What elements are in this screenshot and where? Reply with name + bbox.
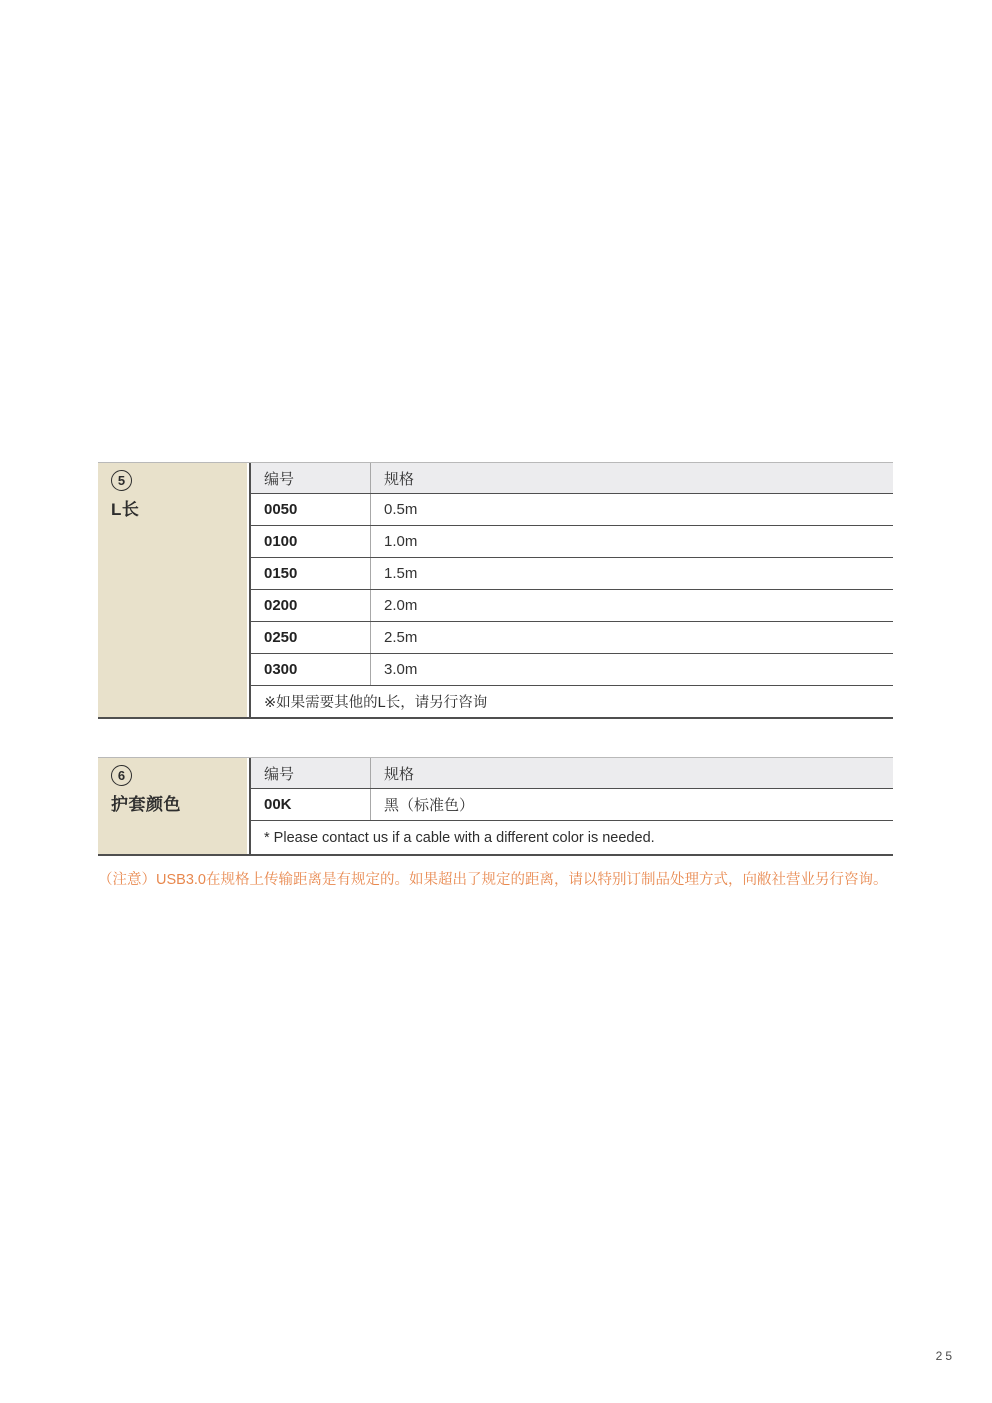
table-label-cell — [98, 463, 247, 717]
spec-cell: 3.0m — [384, 661, 418, 678]
table-body — [249, 758, 893, 854]
code-cell: 0100 — [251, 526, 371, 557]
spec-cell: 1.5m — [384, 565, 418, 582]
table-header-row — [251, 758, 893, 789]
page-number: 25 — [935, 1349, 955, 1363]
table-row — [251, 558, 893, 590]
table-label: L长 — [111, 500, 140, 519]
circled-number-5 — [111, 470, 132, 491]
code-cell: 0150 — [251, 558, 371, 589]
table-header-row — [251, 463, 893, 494]
table-row — [251, 789, 893, 821]
column-header-code: 编号 — [251, 758, 371, 788]
table-note: * Please contact us if a cable with a different color is needed. — [251, 821, 893, 854]
spec-cell: 1.0m — [384, 533, 418, 550]
circled-number-value: 5 — [117, 473, 126, 488]
spec-table-l-length — [98, 462, 893, 719]
code-cell: 0300 — [251, 654, 371, 685]
table-rows — [251, 494, 893, 686]
code-cell: 0200 — [251, 590, 371, 621]
code-cell: 0250 — [251, 622, 371, 653]
spec-table-sheath-color — [98, 757, 893, 856]
code-cell: 00K — [251, 789, 371, 820]
table-label-cell — [98, 758, 247, 854]
table-row — [251, 622, 893, 654]
spec-cell: 黑（标准色） — [384, 797, 475, 814]
table-row — [251, 494, 893, 526]
table-row — [251, 590, 893, 622]
code-cell: 0050 — [251, 494, 371, 525]
table-label: 护套颜色 — [111, 795, 181, 814]
circled-number-6 — [111, 765, 132, 786]
spec-cell: 2.5m — [384, 629, 418, 646]
circled-number-value: 6 — [117, 768, 126, 783]
column-header-spec: 规格 — [384, 765, 415, 783]
table-row — [251, 654, 893, 686]
table-body — [249, 463, 893, 717]
column-header-code: 编号 — [251, 463, 371, 493]
table-row — [251, 526, 893, 558]
table-rows — [251, 789, 893, 821]
caution-note: （注意）USB3.0在规格上传输距离是有规定的。如果超出了规定的距离，请以特别订制品处理方式，向敝社营业另行咨询。 — [98, 872, 888, 888]
column-header-spec: 规格 — [384, 470, 415, 488]
spec-cell: 2.0m — [384, 597, 418, 614]
table-note: ※如果需要其他的L长，请另行咨询 — [251, 686, 893, 717]
spec-cell: 0.5m — [384, 501, 418, 518]
